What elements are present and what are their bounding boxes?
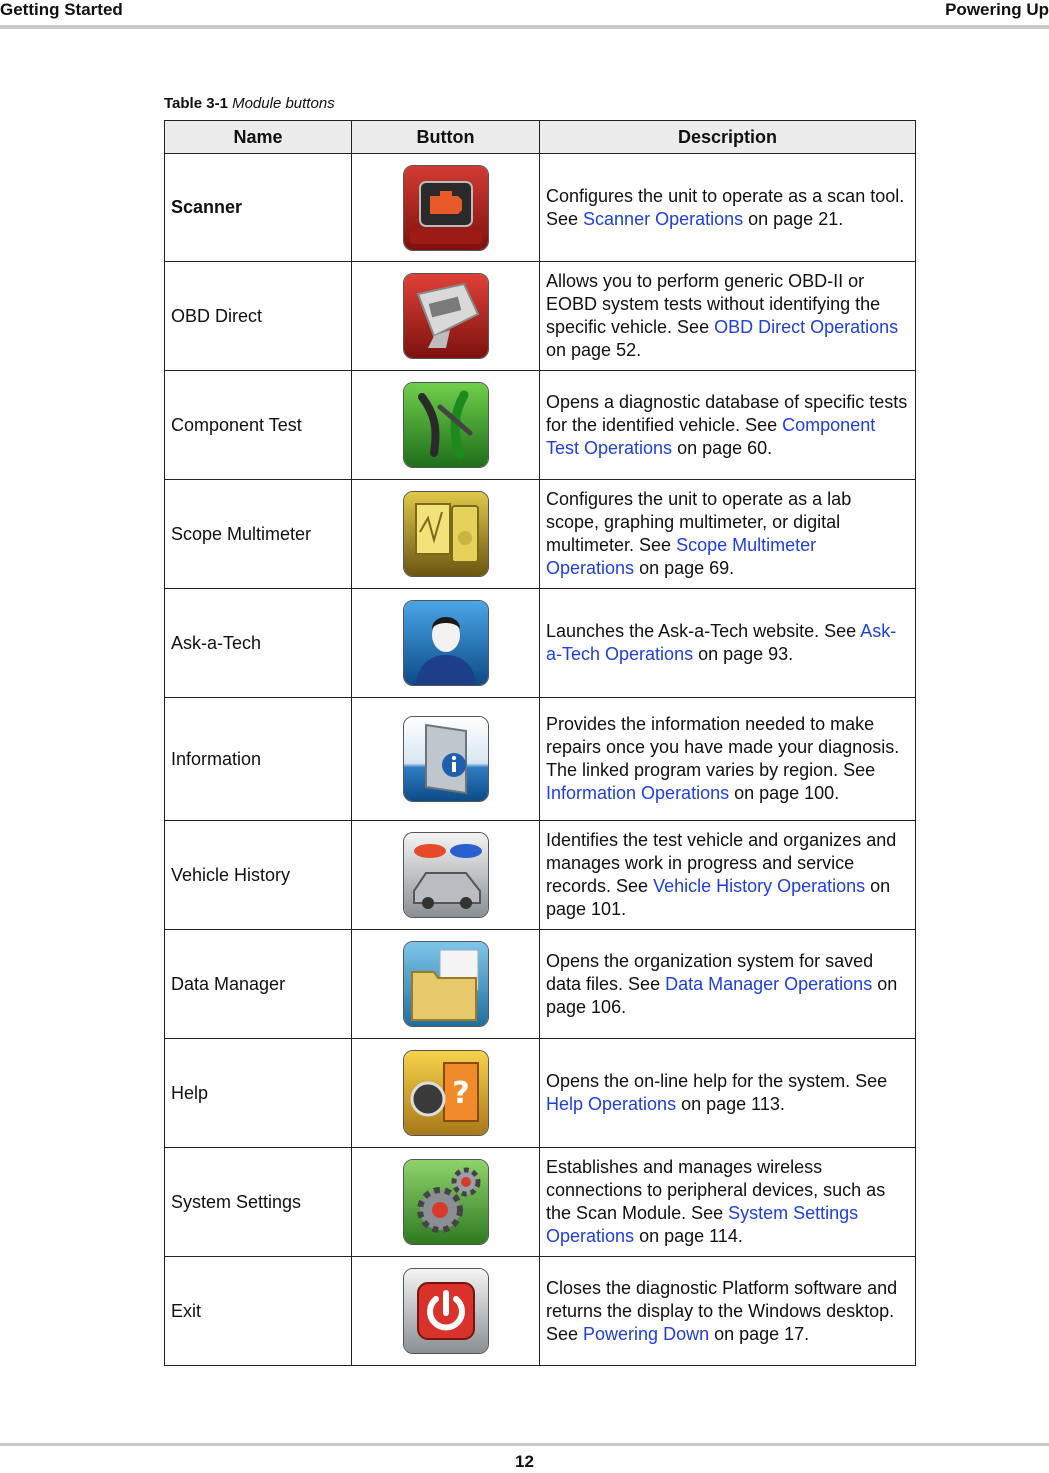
table-caption	[164, 95, 335, 112]
scanner-icon	[403, 165, 489, 251]
description-page-ref: on page 21.	[743, 208, 844, 229]
description-page-ref: on page 114.	[634, 1226, 743, 1246]
module-name: System Settings	[165, 1148, 352, 1257]
table-row	[165, 930, 916, 1039]
description-text: Provides the information needed to make repairs once you have made your diagnosis. The linked program varies by region. See	[546, 714, 900, 780]
description-page-ref: on page 100.	[729, 783, 840, 803]
description-text: Establishes and manages wireless connections to peripheral devices, such as the Scan Module. See	[546, 1157, 886, 1223]
component-test-icon	[403, 382, 489, 468]
table-row	[165, 371, 916, 480]
system-settings-icon	[403, 1159, 489, 1245]
obd-direct-icon	[403, 273, 489, 359]
description-text: Opens the organization system for saved data files. See	[546, 950, 874, 994]
button-cell	[352, 589, 540, 698]
description-page-ref: on page 101.	[546, 876, 891, 919]
table-row	[165, 154, 916, 262]
button-cell	[352, 480, 540, 589]
module-description	[540, 262, 916, 371]
page-number: 12	[515, 1452, 534, 1471]
module-description	[540, 1039, 916, 1148]
description-page-ref: on page 17.	[709, 1323, 810, 1344]
module-description	[540, 821, 916, 930]
module-description	[540, 589, 916, 698]
running-header-section: Powering Up	[945, 0, 1049, 19]
button-cell	[352, 930, 540, 1039]
table-caption-title: Module buttons	[232, 95, 335, 112]
table-row	[165, 589, 916, 698]
module-name: Component Test	[165, 371, 352, 480]
description-text: Configures the unit to operate as a scan tool. See	[546, 185, 905, 229]
vehicle-history-icon	[403, 832, 489, 918]
cross-reference-link[interactable]: Scope Multimeter Operations	[546, 535, 817, 578]
table-row	[165, 262, 916, 371]
module-name: Information	[165, 698, 352, 821]
module-description	[540, 1148, 916, 1257]
description-page-ref: on page 69.	[634, 558, 735, 578]
module-name: Scanner	[165, 154, 352, 262]
button-cell	[352, 698, 540, 821]
description-text: Allows you to perform generic OBD-II or EOBD system tests without identifying the specific vehicle. See	[546, 271, 881, 337]
cross-reference-link[interactable]: Data Manager Operations	[665, 973, 873, 994]
module-name: Vehicle History	[165, 821, 352, 930]
button-cell	[352, 1039, 540, 1148]
module-name: Ask-a-Tech	[165, 589, 352, 698]
header-rule	[0, 25, 1049, 29]
scope-multimeter-icon	[403, 491, 489, 577]
button-cell	[352, 1257, 540, 1366]
module-description	[540, 480, 916, 589]
cross-reference-link[interactable]: System Settings Operations	[546, 1203, 859, 1246]
column-header-name: Name	[165, 121, 352, 154]
description-text: Closes the diagnostic Platform software and returns the display to the Windows desktop. See	[546, 1277, 898, 1344]
description-page-ref: on page 106.	[546, 973, 898, 1017]
module-description	[540, 1257, 916, 1366]
module-name: Scope Multimeter	[165, 480, 352, 589]
table-caption-number: Table 3-1	[164, 95, 228, 112]
column-header-description: Description	[540, 121, 916, 154]
module-buttons-table	[164, 120, 916, 1366]
cross-reference-link[interactable]: Vehicle History Operations	[653, 876, 866, 896]
description-page-ref: on page 113.	[676, 1094, 785, 1114]
description-page-ref: on page 93.	[693, 644, 794, 664]
description-text: Opens the on-line help for the system. See	[546, 1071, 888, 1091]
module-name: Help	[165, 1039, 352, 1148]
ask-a-tech-icon	[403, 600, 489, 686]
description-page-ref: on page 52.	[546, 340, 642, 360]
footer-rule	[0, 1443, 1049, 1446]
table-row	[165, 698, 916, 821]
module-name: Data Manager	[165, 930, 352, 1039]
button-cell	[352, 262, 540, 371]
module-description	[540, 930, 916, 1039]
cross-reference-link[interactable]: Powering Down	[583, 1323, 710, 1344]
cross-reference-link[interactable]: OBD Direct Operations	[714, 317, 899, 337]
cross-reference-link[interactable]: Component Test Operations	[546, 414, 876, 458]
exit-icon	[403, 1268, 489, 1354]
module-name: Exit	[165, 1257, 352, 1366]
button-cell	[352, 154, 540, 262]
information-icon	[403, 716, 489, 802]
button-cell	[352, 371, 540, 480]
description-text: Opens a diagnostic database of specific tests for the identified vehicle. See	[546, 391, 908, 435]
table-header-row	[165, 121, 916, 154]
table-row	[165, 1257, 916, 1366]
button-cell	[352, 821, 540, 930]
description-text: Identifies the test vehicle and organizes and manages work in progress and service records. See	[546, 830, 897, 896]
cross-reference-link[interactable]: Scanner Operations	[583, 208, 744, 229]
description-text: Launches the Ask-a-Tech website. See	[546, 621, 861, 641]
cross-reference-link[interactable]: Information Operations	[546, 783, 730, 803]
svg-text:?: ?	[451, 1076, 470, 1111]
table-row	[165, 821, 916, 930]
module-description	[540, 698, 916, 821]
cross-reference-link[interactable]: Ask-a-Tech Operations	[546, 621, 897, 664]
data-manager-icon	[403, 941, 489, 1027]
module-description	[540, 154, 916, 262]
module-description	[540, 371, 916, 480]
description-page-ref: on page 60.	[672, 437, 773, 458]
running-header-chapter: Getting Started	[0, 0, 123, 19]
button-cell	[352, 1148, 540, 1257]
table-row	[165, 1148, 916, 1257]
cross-reference-link[interactable]: Help Operations	[546, 1094, 677, 1114]
description-text: Configures the unit to operate as a lab scope, graphing multimeter, or digital multimeter. See	[546, 489, 852, 555]
module-name: OBD Direct	[165, 262, 352, 371]
help-icon	[403, 1050, 489, 1136]
column-header-button: Button	[352, 121, 540, 154]
table-row	[165, 1039, 916, 1148]
table-row	[165, 480, 916, 589]
